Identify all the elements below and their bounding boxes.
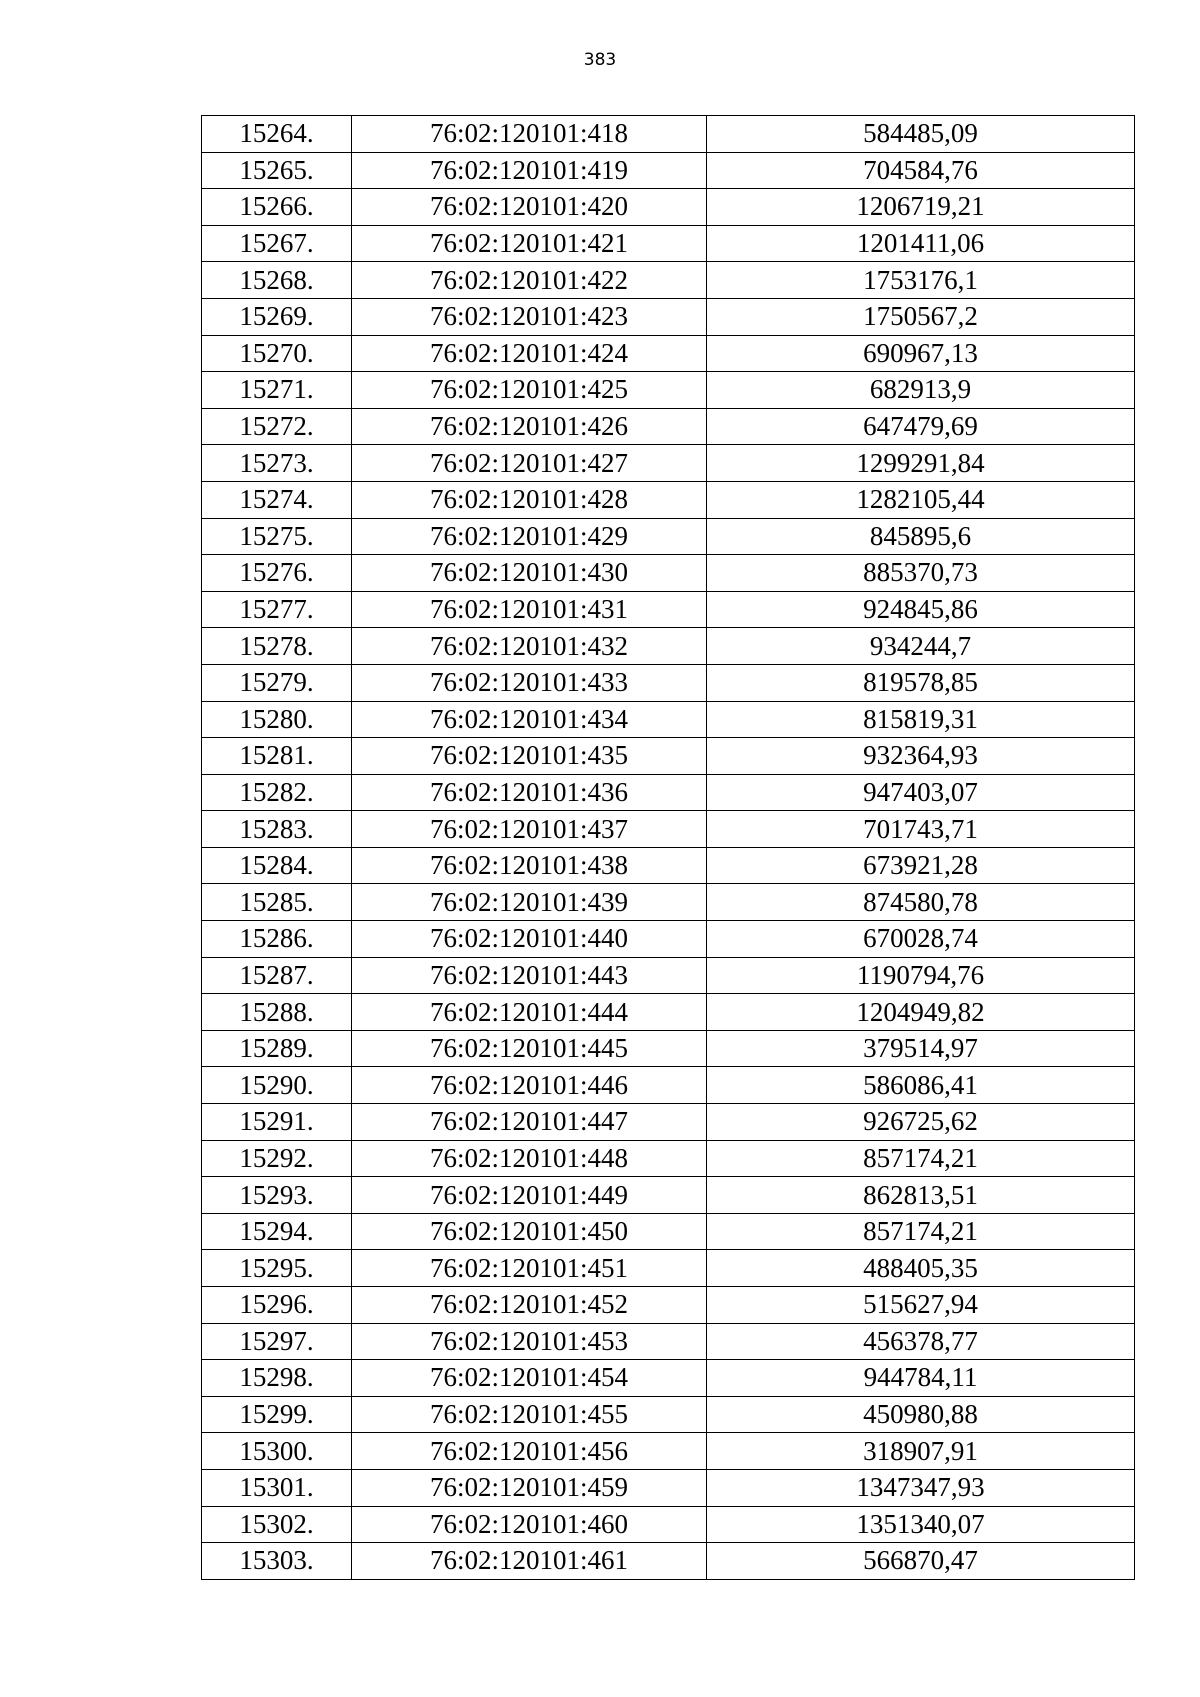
cadastral-number-cell: 76:02:120101:453 (352, 1323, 707, 1360)
cadastral-value-cell: 318907,91 (707, 1433, 1135, 1470)
cadastral-number-cell: 76:02:120101:452 (352, 1287, 707, 1324)
row-number-cell: 15282. (202, 774, 352, 811)
cadastral-value-cell: 682913,9 (707, 372, 1135, 409)
row-number-cell: 15294. (202, 1213, 352, 1250)
table-row (202, 994, 1135, 1031)
table-row (202, 1287, 1135, 1324)
cadastral-number-cell: 76:02:120101:434 (352, 701, 707, 738)
row-number-cell: 15281. (202, 738, 352, 775)
cadastral-number-cell: 76:02:120101:455 (352, 1396, 707, 1433)
cadastral-number-cell: 76:02:120101:429 (352, 518, 707, 555)
row-number-cell: 15295. (202, 1250, 352, 1287)
cadastral-number-cell: 76:02:120101:427 (352, 445, 707, 482)
cadastral-number-cell: 76:02:120101:454 (352, 1360, 707, 1397)
cadastral-value-cell: 456378,77 (707, 1323, 1135, 1360)
cadastral-value-cell: 704584,76 (707, 152, 1135, 189)
cadastral-value-cell: 1750567,2 (707, 298, 1135, 335)
cadastral-value-cell: 647479,69 (707, 408, 1135, 445)
cadastral-number-cell: 76:02:120101:431 (352, 591, 707, 628)
table-row (202, 811, 1135, 848)
table-row (202, 262, 1135, 299)
cadastral-value-cell: 926725,62 (707, 1104, 1135, 1141)
cadastral-value-cell: 1190794,76 (707, 957, 1135, 994)
table-row (202, 1213, 1135, 1250)
table-row (202, 628, 1135, 665)
cadastral-value-cell: 1753176,1 (707, 262, 1135, 299)
table-row (202, 774, 1135, 811)
row-number-cell: 15279. (202, 664, 352, 701)
row-number-cell: 15270. (202, 335, 352, 372)
table-row (202, 1543, 1135, 1580)
cadastral-value-cell: 701743,71 (707, 811, 1135, 848)
cadastral-number-cell: 76:02:120101:430 (352, 555, 707, 592)
cadastral-value-cell: 1206719,21 (707, 189, 1135, 226)
cadastral-number-cell: 76:02:120101:451 (352, 1250, 707, 1287)
row-number-cell: 15267. (202, 225, 352, 262)
cadastral-value-cell: 584485,09 (707, 116, 1135, 153)
table-row (202, 1469, 1135, 1506)
row-number-cell: 15299. (202, 1396, 352, 1433)
row-number-cell: 15286. (202, 921, 352, 958)
cadastral-value-cell: 815819,31 (707, 701, 1135, 738)
cadastral-number-cell: 76:02:120101:425 (352, 372, 707, 409)
cadastral-value-cell: 1204949,82 (707, 994, 1135, 1031)
cadastral-value-cell: 670028,74 (707, 921, 1135, 958)
cadastral-number-cell: 76:02:120101:424 (352, 335, 707, 372)
table-row (202, 298, 1135, 335)
cadastral-number-cell: 76:02:120101:428 (352, 481, 707, 518)
row-number-cell: 15303. (202, 1543, 352, 1580)
row-number-cell: 15265. (202, 152, 352, 189)
cadastral-value-cell: 885370,73 (707, 555, 1135, 592)
table-row (202, 445, 1135, 482)
table-row (202, 738, 1135, 775)
row-number-cell: 15276. (202, 555, 352, 592)
table-row (202, 225, 1135, 262)
table-row (202, 481, 1135, 518)
table-row (202, 518, 1135, 555)
cadastral-number-cell: 76:02:120101:432 (352, 628, 707, 665)
cadastral-number-cell: 76:02:120101:444 (352, 994, 707, 1031)
cadastral-number-cell: 76:02:120101:433 (352, 664, 707, 701)
row-number-cell: 15301. (202, 1469, 352, 1506)
table-row (202, 884, 1135, 921)
cadastral-number-cell: 76:02:120101:437 (352, 811, 707, 848)
cadastral-value-cell: 924845,86 (707, 591, 1135, 628)
table-row (202, 116, 1135, 153)
row-number-cell: 15277. (202, 591, 352, 628)
cadastral-value-cell: 874580,78 (707, 884, 1135, 921)
cadastral-number-cell: 76:02:120101:439 (352, 884, 707, 921)
cadastral-number-cell: 76:02:120101:419 (352, 152, 707, 189)
row-number-cell: 15287. (202, 957, 352, 994)
cadastral-value-cell: 515627,94 (707, 1287, 1135, 1324)
row-number-cell: 15269. (202, 298, 352, 335)
cadastral-value-cell: 857174,21 (707, 1213, 1135, 1250)
cadastral-value-cell: 488405,35 (707, 1250, 1135, 1287)
row-number-cell: 15292. (202, 1140, 352, 1177)
table-row (202, 591, 1135, 628)
table-body (202, 116, 1135, 1580)
row-number-cell: 15284. (202, 847, 352, 884)
row-number-cell: 15272. (202, 408, 352, 445)
cadastral-value-cell: 673921,28 (707, 847, 1135, 884)
cadastral-value-cell: 690967,13 (707, 335, 1135, 372)
cadastral-value-cell: 947403,07 (707, 774, 1135, 811)
table-row (202, 372, 1135, 409)
row-number-cell: 15273. (202, 445, 352, 482)
table-row (202, 408, 1135, 445)
cadastral-value-table (201, 115, 1135, 1580)
row-number-cell: 15296. (202, 1287, 352, 1324)
table-row (202, 847, 1135, 884)
cadastral-number-cell: 76:02:120101:423 (352, 298, 707, 335)
table-row (202, 335, 1135, 372)
cadastral-number-cell: 76:02:120101:460 (352, 1506, 707, 1543)
row-number-cell: 15271. (202, 372, 352, 409)
cadastral-number-cell: 76:02:120101:443 (352, 957, 707, 994)
row-number-cell: 15285. (202, 884, 352, 921)
table-row (202, 1067, 1135, 1104)
row-number-cell: 15278. (202, 628, 352, 665)
row-number-cell: 15264. (202, 116, 352, 153)
cadastral-number-cell: 76:02:120101:447 (352, 1104, 707, 1141)
table-row (202, 1323, 1135, 1360)
table-row (202, 701, 1135, 738)
cadastral-value-cell: 1351340,07 (707, 1506, 1135, 1543)
cadastral-number-cell: 76:02:120101:421 (352, 225, 707, 262)
row-number-cell: 15291. (202, 1104, 352, 1141)
table-row (202, 1433, 1135, 1470)
cadastral-value-cell: 586086,41 (707, 1067, 1135, 1104)
cadastral-value-cell: 845895,6 (707, 518, 1135, 555)
cadastral-number-cell: 76:02:120101:435 (352, 738, 707, 775)
cadastral-value-cell: 566870,47 (707, 1543, 1135, 1580)
cadastral-value-cell: 819578,85 (707, 664, 1135, 701)
cadastral-value-cell: 857174,21 (707, 1140, 1135, 1177)
cadastral-value-cell: 932364,93 (707, 738, 1135, 775)
table-row (202, 664, 1135, 701)
cadastral-value-cell: 944784,11 (707, 1360, 1135, 1397)
row-number-cell: 15298. (202, 1360, 352, 1397)
row-number-cell: 15289. (202, 1030, 352, 1067)
cadastral-value-cell: 1201411,06 (707, 225, 1135, 262)
row-number-cell: 15274. (202, 481, 352, 518)
row-number-cell: 15280. (202, 701, 352, 738)
cadastral-number-cell: 76:02:120101:456 (352, 1433, 707, 1470)
table-row (202, 921, 1135, 958)
row-number-cell: 15268. (202, 262, 352, 299)
table-row (202, 1104, 1135, 1141)
table-row (202, 152, 1135, 189)
cadastral-value-cell: 1347347,93 (707, 1469, 1135, 1506)
cadastral-value-cell: 1299291,84 (707, 445, 1135, 482)
cadastral-value-cell: 379514,97 (707, 1030, 1135, 1067)
cadastral-number-cell: 76:02:120101:440 (352, 921, 707, 958)
cadastral-number-cell: 76:02:120101:445 (352, 1030, 707, 1067)
table-row (202, 1177, 1135, 1214)
cadastral-number-cell: 76:02:120101:420 (352, 189, 707, 226)
row-number-cell: 15302. (202, 1506, 352, 1543)
row-number-cell: 15283. (202, 811, 352, 848)
cadastral-number-cell: 76:02:120101:436 (352, 774, 707, 811)
cadastral-number-cell: 76:02:120101:446 (352, 1067, 707, 1104)
row-number-cell: 15275. (202, 518, 352, 555)
row-number-cell: 15300. (202, 1433, 352, 1470)
page-number: 383 (583, 50, 617, 70)
table-row (202, 957, 1135, 994)
cadastral-value-cell: 450980,88 (707, 1396, 1135, 1433)
cadastral-number-cell: 76:02:120101:459 (352, 1469, 707, 1506)
cadastral-value-cell: 934244,7 (707, 628, 1135, 665)
cadastral-number-cell: 76:02:120101:422 (352, 262, 707, 299)
table-row (202, 1030, 1135, 1067)
row-number-cell: 15288. (202, 994, 352, 1031)
table-row (202, 555, 1135, 592)
row-number-cell: 15266. (202, 189, 352, 226)
cadastral-value-cell: 1282105,44 (707, 481, 1135, 518)
table-row (202, 1396, 1135, 1433)
table-row (202, 1506, 1135, 1543)
table-row (202, 1250, 1135, 1287)
table-row (202, 1360, 1135, 1397)
row-number-cell: 15290. (202, 1067, 352, 1104)
cadastral-value-cell: 862813,51 (707, 1177, 1135, 1214)
table-row (202, 189, 1135, 226)
row-number-cell: 15297. (202, 1323, 352, 1360)
cadastral-number-cell: 76:02:120101:450 (352, 1213, 707, 1250)
cadastral-number-cell: 76:02:120101:438 (352, 847, 707, 884)
cadastral-number-cell: 76:02:120101:418 (352, 116, 707, 153)
cadastral-number-cell: 76:02:120101:448 (352, 1140, 707, 1177)
cadastral-number-cell: 76:02:120101:449 (352, 1177, 707, 1214)
cadastral-number-cell: 76:02:120101:426 (352, 408, 707, 445)
table-row (202, 1140, 1135, 1177)
row-number-cell: 15293. (202, 1177, 352, 1214)
cadastral-number-cell: 76:02:120101:461 (352, 1543, 707, 1580)
